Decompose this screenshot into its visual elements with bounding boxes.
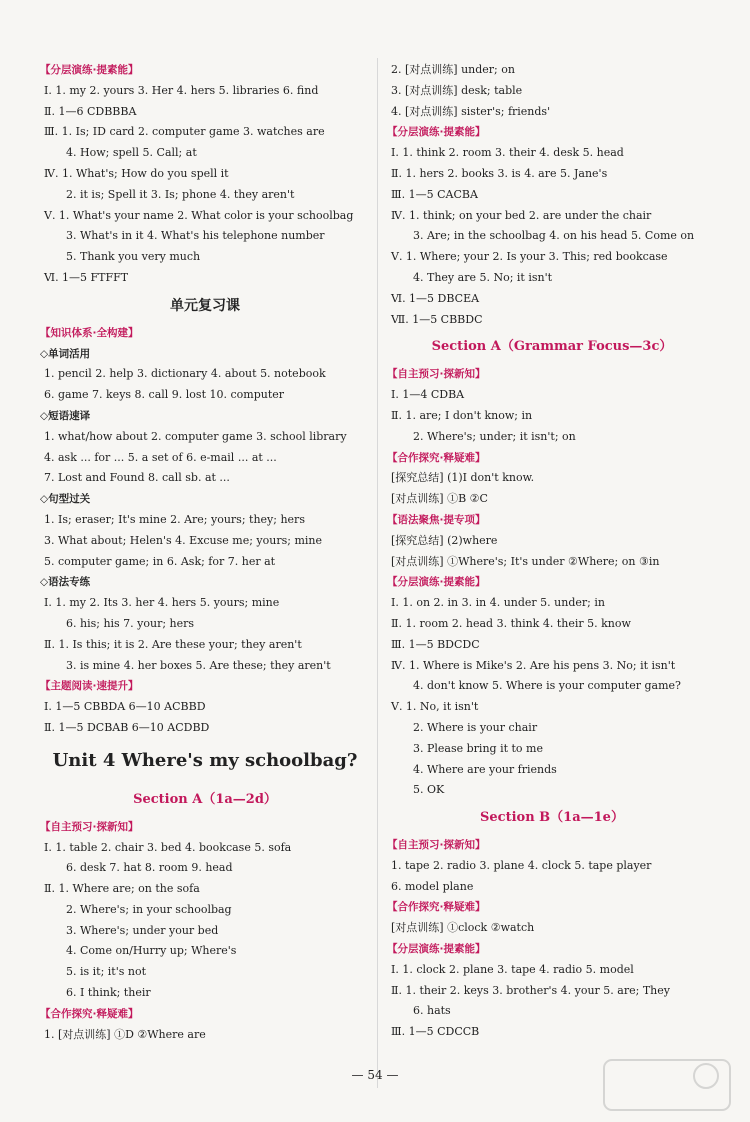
right-column	[387, 60, 717, 1043]
answer-line: 5. is it; it's not	[66, 965, 147, 979]
answer-line: 1. tape 2. radio 3. plane 4. clock 5. tape player	[391, 858, 652, 872]
answer-line: 4. How; spell 5. Call; at	[66, 146, 197, 160]
answer-line: 3. [对点训练] desk; table	[391, 83, 523, 97]
answer-line: Ⅱ. 1. room 2. head 3. think 4. their 5. know	[391, 616, 631, 630]
answer-line: Ⅵ. 1—5 DBCEA	[391, 291, 480, 305]
unit-heading: Unit 4 Where's my schoolbag?	[52, 749, 358, 771]
answer-line: 3. What about; Helen's 4. Excuse me; yours; mine	[44, 533, 323, 547]
answer-line: 2. Where is your chair	[413, 720, 538, 734]
section-tag: 【分层演练·提素能】	[40, 64, 139, 76]
answer-line: Ⅰ. 1. my 2. yours 3. Her 4. hers 5. libraries 6. find	[44, 83, 319, 97]
answer-line: 1. what/how about 2. computer game 3. school library	[44, 429, 347, 443]
answer-line: [探究总结] (2)where	[391, 533, 498, 547]
answer-line: [对点训练] ①clock ②watch	[391, 921, 535, 935]
answer-line: Ⅴ. 1. What's your name 2. What color is your schoolbag	[44, 208, 354, 222]
answer-line: Ⅶ. 1—5 CBBDC	[391, 312, 483, 326]
answer-line: 6. game 7. keys 8. call 9. lost 10. computer	[44, 388, 285, 402]
subsection-label: ◇单词活用	[40, 347, 91, 360]
answer-line: 4. They are 5. No; it isn't	[413, 270, 553, 284]
answer-line: Ⅴ. 1. No, it isn't	[391, 700, 479, 714]
section-tag: 【知识体系·全构建】	[40, 326, 139, 339]
section-tag: 【合作探究·释疑难】	[387, 901, 486, 914]
column-divider	[377, 58, 378, 1088]
answer-line: 2. Where's; in your schoolbag	[66, 902, 232, 916]
answer-line: Ⅳ. 1. What's; How do you spell it	[44, 166, 229, 180]
answer-line: Ⅱ. 1. their 2. keys 3. brother's 4. your 5. are; They	[391, 983, 670, 997]
answer-line: 6. hats	[413, 1004, 451, 1018]
answer-line: 6. model plane	[391, 879, 474, 893]
answer-line: Ⅳ. 1. Where is Mike's 2. Are his pens 3. No; it isn't	[391, 658, 676, 672]
section-tag: 【分层演练·提素能】	[387, 943, 486, 956]
section-tag: 【自主预习·探新知】	[40, 820, 139, 833]
answer-line: 3. is mine 4. her boxes 5. Are these; they aren't	[66, 658, 331, 672]
answer-line: 1. [对点训练] ①D ②Where are	[44, 1027, 206, 1041]
answer-line: [对点训练] ①Where's; It's under ②Where; on ③in	[391, 554, 660, 568]
answer-line: 2. [对点训练] under; on	[391, 63, 515, 76]
section-heading: Section A（Grammar Focus—3c）	[431, 339, 673, 355]
answer-line: Ⅲ. 1—5 CACBA	[391, 187, 478, 201]
section-tag: 【语法聚焦·提专项】	[387, 513, 486, 526]
section-heading: Section B（1a—1e）	[480, 810, 624, 826]
answer-line: 3. Please bring it to me	[413, 741, 543, 755]
answer-line: 5. Thank you very much	[66, 250, 201, 264]
answer-line: 3. Where's; under your bed	[66, 923, 219, 937]
answer-line: 4. ask ... for ... 5. a set of 6. e-mail ... at ...	[44, 450, 277, 464]
answer-line: 4. don't know 5. Where is your computer game?	[413, 679, 681, 693]
answer-line: [对点训练] ①B ②C	[391, 492, 488, 506]
page-number: — 54 —	[351, 1068, 399, 1082]
section-tag: 【分层演练·提素能】	[387, 576, 486, 589]
section-tag: 【合作探究·释疑难】	[387, 451, 486, 464]
answer-line: Ⅵ. 1—5 FTFFT	[44, 270, 129, 284]
answer-line: Ⅰ. 1—5 CBBDA 6—10 ACBBD	[44, 700, 206, 714]
answer-line: 6. his; his 7. your; hers	[66, 616, 195, 630]
answer-line: Ⅰ. 1. think 2. room 3. their 4. desk 5. head	[391, 146, 624, 160]
answer-line: Ⅱ. 1. hers 2. books 3. is 4. are 5. Jane's	[391, 166, 608, 180]
answer-line: 6. desk 7. hat 8. room 9. head	[66, 861, 233, 875]
answer-line: Ⅲ. 1. Is; ID card 2. computer game 3. watches are	[44, 125, 325, 139]
answer-line: Ⅱ. 1—5 DCBAB 6—10 ACDBD	[44, 720, 210, 734]
answer-line: 1. Is; eraser; It's mine 2. Are; yours; they; hers	[44, 512, 305, 526]
section-tag: 【自主预习·探新知】	[387, 368, 486, 381]
answer-line: Ⅴ. 1. Where; your 2. Is your 3. This; red bookcase	[391, 250, 668, 264]
answer-line: 1. pencil 2. help 3. dictionary 4. about 5. notebook	[44, 367, 326, 381]
answer-line: 5. OK	[413, 783, 445, 797]
answer-line: [探究总结] (1)I don't know.	[391, 471, 535, 485]
section-tag: 【自主预习·探新知】	[387, 839, 486, 852]
subsection-label: ◇短语速译	[40, 409, 91, 422]
section-tag: 【主题阅读·速提升】	[40, 680, 139, 693]
answer-line: Ⅰ. 1. table 2. chair 3. bed 4. bookcase 5. sofa	[44, 840, 292, 854]
answer-line: Ⅰ. 1. on 2. in 3. in 4. under 5. under; in	[391, 596, 605, 610]
answer-line: Ⅱ. 1. Is this; it is 2. Are these your; they aren't	[44, 637, 302, 651]
answer-line: 2. Where's; under; it isn't; on	[413, 429, 576, 443]
answer-line: 3. Are; in the schoolbag 4. on his head 5. Come on	[413, 229, 695, 243]
answer-line: Ⅱ. 1. are; I don't know; in	[391, 408, 533, 422]
answer-line: Ⅲ. 1—5 BDCDC	[391, 637, 480, 651]
answer-line: 4. Come on/Hurry up; Where's	[66, 944, 237, 958]
answer-line: 6. I think; their	[66, 986, 151, 1000]
watermark-logo	[602, 1056, 732, 1114]
answer-line: 5. computer game; in 6. Ask; for 7. her at	[44, 554, 276, 568]
subsection-label: ◇句型过关	[40, 493, 91, 506]
section-heading: Section A（1a—2d）	[133, 791, 277, 807]
answer-line: 3. What's in it 4. What's his telephone number	[66, 229, 325, 243]
answer-line: 4. Where are your friends	[413, 762, 557, 776]
section-tag: 【合作探究·释疑难】	[40, 1007, 139, 1020]
answer-line: Ⅰ. 1. my 2. Its 3. her 4. hers 5. yours; mine	[44, 596, 280, 610]
answer-line: Ⅱ. 1—6 CDBBBA	[44, 104, 137, 118]
answer-line: Ⅰ. 1—4 CDBA	[391, 388, 465, 402]
answer-line: Ⅳ. 1. think; on your bed 2. are under the chair	[391, 208, 652, 222]
answer-line: Ⅰ. 1. clock 2. plane 3. tape 4. radio 5. model	[391, 962, 634, 976]
left-column	[40, 60, 370, 1045]
answer-line: Ⅲ. 1—5 CDCCB	[391, 1025, 480, 1039]
answer-line: 4. [对点训练] sister's; friends'	[391, 104, 551, 118]
review-heading: 单元复习课	[170, 297, 240, 314]
answer-line: Ⅱ. 1. Where are; on the sofa	[44, 882, 200, 896]
answer-line: 2. it is; Spell it 3. Is; phone 4. they aren't	[66, 187, 295, 201]
answer-line: 7. Lost and Found 8. call sb. at ...	[44, 471, 230, 485]
section-tag: 【分层演练·提素能】	[387, 126, 486, 139]
subsection-label: ◇语法专练	[40, 576, 91, 589]
